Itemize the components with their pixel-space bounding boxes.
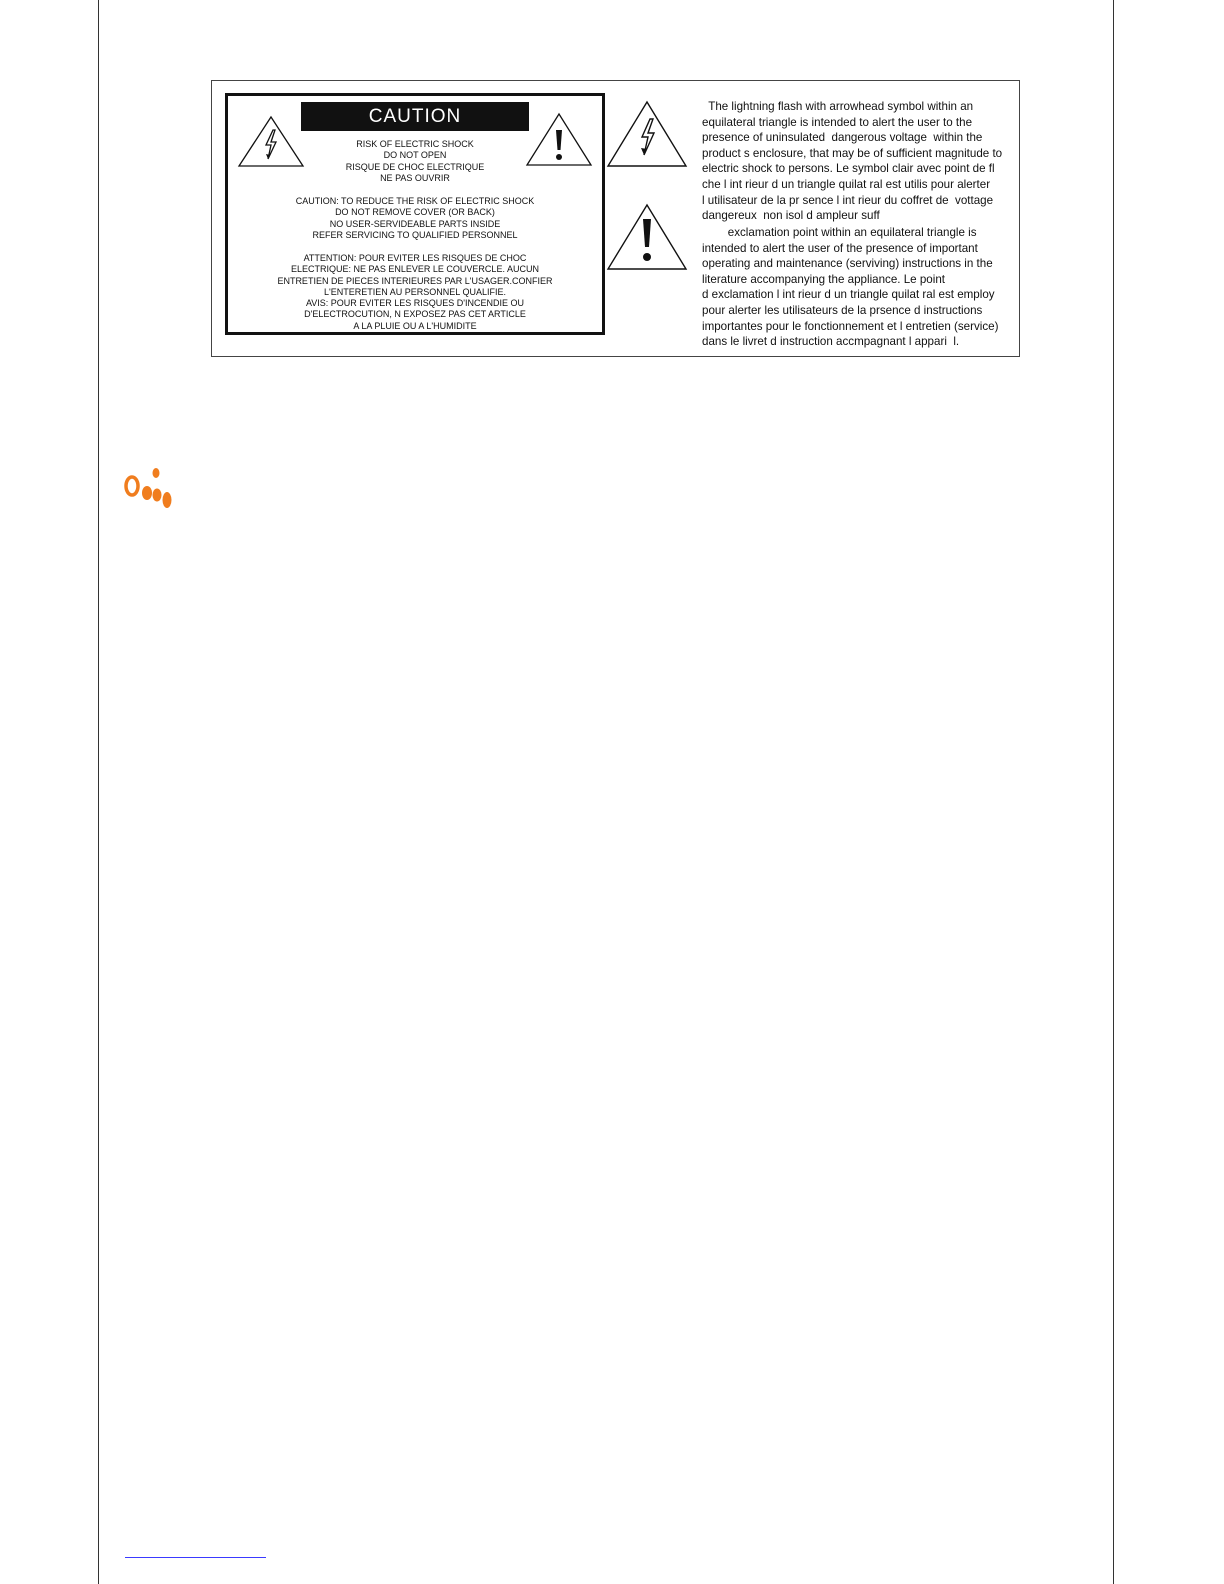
explain-line: product s enclosure, that may be of sufficient magnitude to (702, 146, 1003, 160)
label-line: L'ENTERETIEN AU PERSONNEL QUALIFIE. (324, 286, 506, 297)
lightning-warning-icon (606, 100, 688, 168)
explain-line: che l int rieur d un triangle quilat ral est utilis pour alerter (702, 177, 991, 191)
label-line: REFER SERVICING TO QUALIFIED PERSONNEL (312, 229, 518, 240)
explain-line: presence of uninsulated dangerous voltage within the (702, 131, 983, 145)
exclamation-explanation (702, 225, 1020, 350)
page-border-right (1113, 0, 1114, 1584)
label-line: NE PAS OUVRIR (380, 172, 450, 183)
explain-line: importantes pour le fonctionnement et l entretien (service) (702, 319, 999, 333)
exclamation-warning-icon (606, 203, 688, 271)
explain-line: literature accompanying the appliance. Le point (702, 272, 945, 286)
caution-block-1 (260, 139, 570, 184)
label-line: A LA PLUIE OU A L'HUMIDITE (353, 320, 477, 331)
dots-logo-icon (124, 466, 174, 512)
explain-line: exclamation point within an equilateral triangle is (702, 226, 977, 239)
label-line: D'ELECTROCUTION, N EXPOSEZ PAS CET ARTICLE (304, 309, 526, 320)
footer-link-underline[interactable] (125, 1557, 266, 1558)
label-line: AVIS: POUR EVITER LES RISQUES D'INCENDIE OU (305, 298, 525, 309)
lightning-explanation (702, 99, 1020, 224)
explain-line: The lightning flash with arrowhead symbol within an (702, 100, 974, 113)
explain-line: operating and maintenance (serviving) instructions in the (702, 257, 993, 271)
explain-line: intended to alert the user of the presence of important (702, 241, 978, 255)
label-line: ENTRETIEN DE PIECES INTERIEURES PAR L'USAGER.CONFIER (277, 275, 553, 286)
explain-line: l utilisateur de la pr sence l int rieur du coffret de vottage (702, 193, 994, 207)
caution-header: CAUTION (301, 102, 529, 131)
caution-block-2 (260, 196, 570, 241)
explain-line: equilateral triangle is intended to alert the user to the (702, 115, 973, 129)
page-border-left (98, 0, 99, 1584)
label-line: ATTENTION: POUR EVITER LES RISQUES DE CHOC (303, 253, 527, 263)
label-line: ELECTRIQUE: NE PAS ENLEVER LE COUVERCLE. AUCUN (291, 264, 539, 275)
label-line: DO NOT OPEN (383, 150, 447, 161)
explain-line: dans le livret d instruction accmpagnant l appari l. (702, 335, 960, 349)
label-line: NO USER-SERVIDEABLE PARTS INSIDE (329, 218, 501, 229)
label-line: DO NOT REMOVE COVER (OR BACK) (335, 207, 495, 218)
explain-line: d exclamation l int rieur d un triangle quilat ral est employ (702, 288, 995, 302)
label-line: CAUTION: TO REDUCE THE RISK OF ELECTRIC SHOCK (295, 196, 535, 206)
explain-line: pour alerter les utilisateurs de la prsence d instructions (702, 303, 983, 317)
label-line: RISQUE DE CHOC ELECTRIQUE (345, 161, 485, 172)
explain-line: electric shock to persons. Le symbol clair avec point de fl (702, 162, 995, 176)
caution-block-3 (260, 253, 570, 332)
label-line: RISK OF ELECTRIC SHOCK (356, 139, 474, 149)
explain-line: dangereux non isol d ampleur suff (702, 209, 880, 223)
